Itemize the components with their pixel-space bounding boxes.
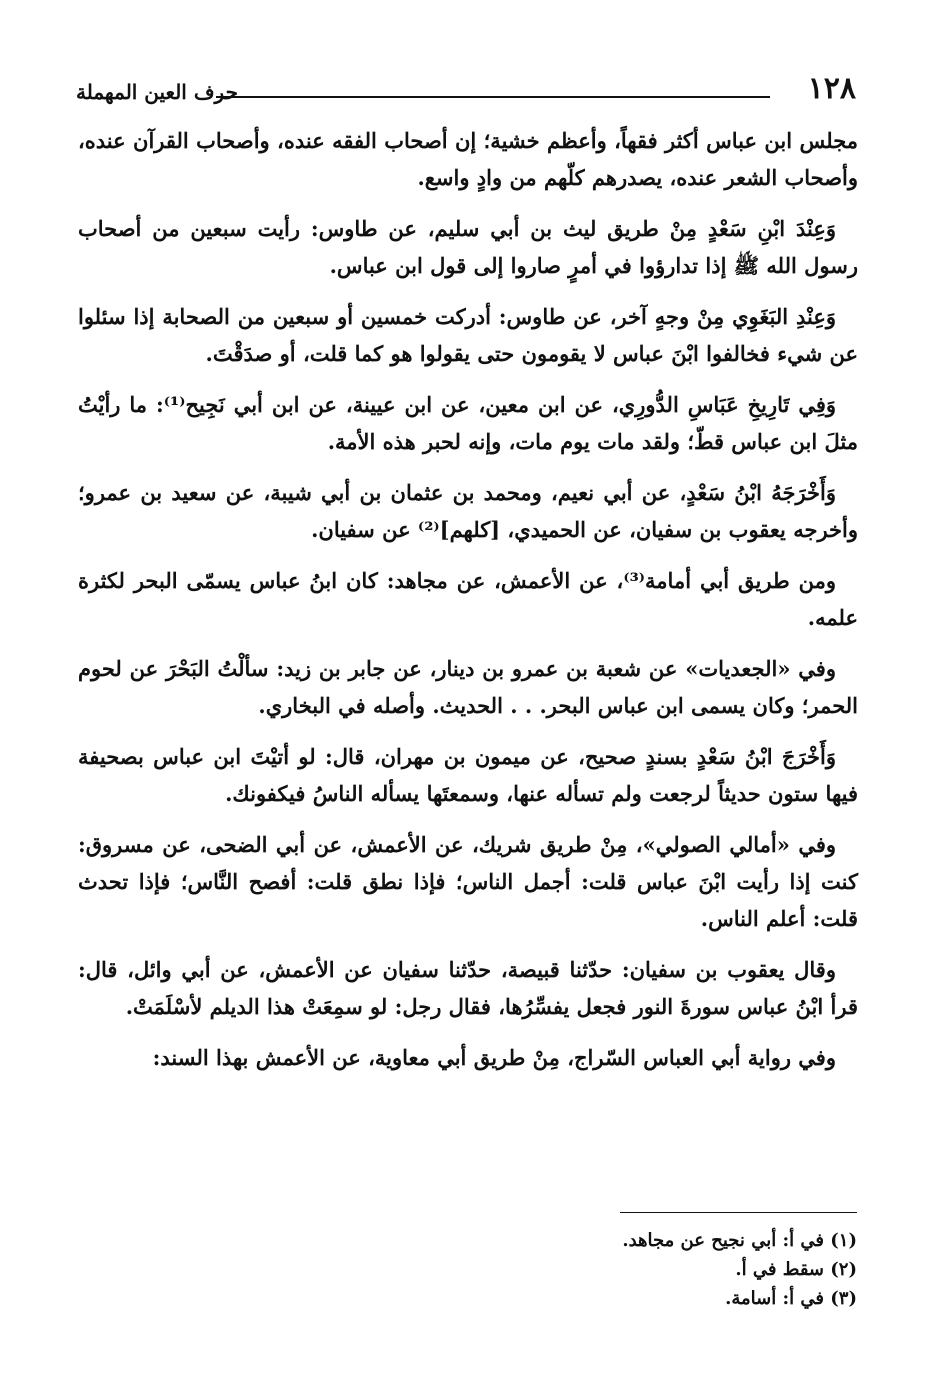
footnote-3: (٣) في أ: أسامة. [725, 1288, 857, 1309]
footnote-2: (٢) سقط في أ. [735, 1259, 857, 1280]
paragraph-2: وَعِنْدَ ابْنِ سَعْدٍ مِنْ طريق ليث بن أبي سليم، عن طاوس: رأيت سبعين من أصحاب رسول الله ﷺ إذا تدارؤوا في أمرٍ صاروا إلى قول ابن عباس. [78, 216, 858, 278]
main-text [78, 122, 858, 1090]
paragraph-8: وَأَخْرَجَ ابْنُ سَعْدٍ بسندٍ صحيح، عن ميمون بن مهران، قال: لو أتيْتَ ابن عباس بصحيفة فيها ستون حديثاً لرجعت ولم تسأله عنها، وسمعتَها يسأله الناسُ فيكفونك. [78, 744, 858, 806]
page-header [76, 72, 856, 112]
footnote-rule [620, 1212, 857, 1213]
paragraph-5: وَأَخْرَجَهُ ابْنُ سَعْدٍ، عن أبي نعيم، ومحمد بن عثمان بن أبي شيبة، عن سعيد بن عمرو؛ وأخرجه يعقوب بن سفيان، عن الحميدي، [كلهم]⁽²⁾ عن سفيان. [78, 480, 858, 542]
paragraph-4: وَفِي تَارِيخِ عَبَاسِ الدُّورِي، عن ابن معين، عن ابن عيينة، عن ابن أبي نَجِيح⁽¹⁾: ما رأيْتُ مثلَ ابن عباس قطّ؛ ولقد مات يوم مات، وإنه لحبر هذه الأمة. [78, 392, 858, 454]
paragraph-6: ومن طريق أبي أمامة⁽³⁾، عن الأعمش، عن مجاهد: كان ابنُ عباس يسمّى البحر لكثرة علمه. [78, 568, 858, 630]
footnotes [257, 1226, 857, 1313]
paragraph-3: وَعِنْدِ البَغَوِي مِنْ وجهٍ آخر، عن طاوس: أدركت خمسين أو سبعين من الصحابة إذا سئلوا عن شيء فخالفوا ابْنَ عباس لا يقومون حتى يقولوا هو كما قلت، أو صدَقْتَ. [78, 304, 858, 366]
paragraph-10: وقال يعقوب بن سفيان: حدّثنا قبيصة، حدّثنا سفيان عن الأعمش، عن أبي وائل، قال: قرأ ابْنُ عباس سورةَ النور فجعل يفسِّرُها، فقال رجل: لو سمِعَتْ هذا الديلم لأسْلَمَتْ. [78, 957, 858, 1019]
page-number: ١٢٨ [807, 71, 856, 106]
running-title: حرف العين المهملة [76, 80, 238, 104]
paragraph-11: وفي رواية أبي العباس السّراج، مِنْ طريق أبي معاوية، عن الأعمش بهذا السند: [152, 1045, 836, 1070]
paragraph-9: وفي «أمالي الصولي»، مِنْ طريق شريك، عن الأعمش، عن أبي الضحى، عن مسروق: كنت إذا رأيت ابْنَ عباس قلت: أجمل الناس؛ فإذا نطق قلت: أفصح النَّاس؛ فإذا تحدث قلت: أعلم الناس. [78, 832, 858, 931]
paragraph-7: وفي «الجعديات» عن شعبة بن عمرو بن دينار، عن جابر بن زيد: سألْتُ البَحْرَ عن لحوم الحمر؛ وكان يسمى ابن عباس البحر. . . الحديث. وأصله في البخاري. [78, 656, 858, 718]
header-rule [216, 96, 770, 98]
paragraph-1: مجلس ابن عباس أكثر فقهاً، وأعظم خشية؛ إن أصحاب الفقه عنده، وأصحاب القرآن عنده، وأصحاب الشعر عنده، يصدرهم كلّهم من وادٍ واسع. [78, 128, 858, 190]
footnote-1: (١) في أ: أبي نجيح عن مجاهد. [622, 1230, 857, 1251]
